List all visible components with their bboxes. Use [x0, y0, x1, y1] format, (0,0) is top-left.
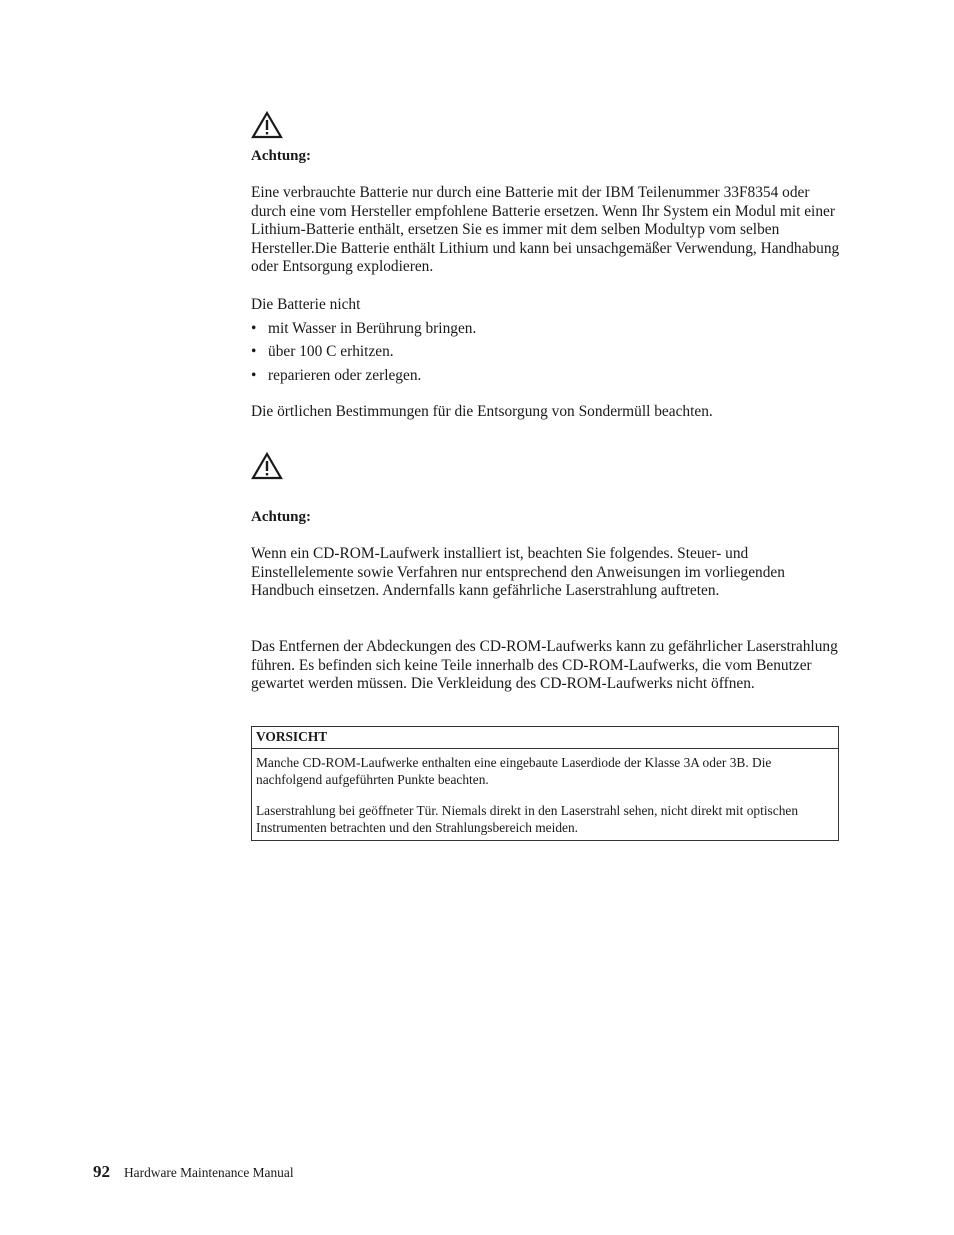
- section1-paragraph-disposal: Die örtlichen Bestimmungen für die Entsorgung von Sondermüll beachten.: [251, 403, 713, 420]
- section1-paragraph-battery: Eine verbrauchte Batterie nur durch eine Batterie mit der IBM Teilenummer 33F8354 oder durch eine vom Hersteller empfohlene Batterie ersetzen. Wenn Ihr System ein Modul mit einer Lithium-Batterie enthält, ersetzen Sie es immer mit dem selben Modultyp vom selben Hersteller.Die Batterie enthält Lithium und kann bei unsachgemäßer Verwendung, Handhabung oder Entsorgung explodieren.: [251, 184, 840, 276]
- section1-heading: Achtung:: [251, 148, 312, 164]
- caution-paragraph-laserbeam: Laserstrahlung bei geöffneter Tür. Niemals direkt in den Laserstrahl sehen, nicht direkt mit optischen Instrumenten betrachten und den Strahlungsbereich meiden.: [256, 803, 799, 835]
- section2-heading: Achtung:: [251, 509, 312, 525]
- page-footer: [93, 1162, 294, 1183]
- list-item: • reparieren oder zerlegen.: [251, 366, 422, 384]
- list-item: • über 100 C erhitzen.: [251, 343, 394, 361]
- caution-body: [252, 749, 838, 840]
- section1-paragraph-intro: Die Batterie nicht: [251, 296, 361, 313]
- caution-title: VORSICHT: [252, 727, 838, 749]
- section2-paragraph-covers: Das Entfernen der Abdeckungen des CD-ROM-Laufwerks kann zu gefährlicher Laserstrahlung führen. Es befinden sich keine Teile innerhalb des CD-ROM-Laufwerks, die vom Benutzer gewartet werden müssen. Die Verkleidung des CD-ROM-Laufwerks nicht öffnen.: [251, 638, 838, 693]
- list-item: • mit Wasser in Berührung bringen.: [251, 320, 477, 337]
- section1-bullet-list: [251, 320, 476, 390]
- warning-triangle-icon: [251, 111, 283, 139]
- caution-box: [251, 726, 839, 841]
- page-number: 92: [93, 1162, 110, 1181]
- manual-title: Hardware Maintenance Manual: [124, 1165, 294, 1180]
- caution-paragraph-laserdiode: Manche CD-ROM-Laufwerke enthalten eine eingebaute Laserdiode der Klasse 3A oder 3B. Die nachfolgend aufgeführten Punkte beachten.: [256, 755, 772, 787]
- section2-paragraph-cdrom: Wenn ein CD-ROM-Laufwerk installiert ist, beachten Sie folgendes. Steuer- und Einstellelemente sowie Verfahren nur entsprechend den Anweisungen im vorliegenden Handbuch einsetzen. Andernfalls kann gefährliche Laserstrahlung auftreten.: [251, 545, 785, 600]
- warning-triangle-icon: [251, 452, 283, 480]
